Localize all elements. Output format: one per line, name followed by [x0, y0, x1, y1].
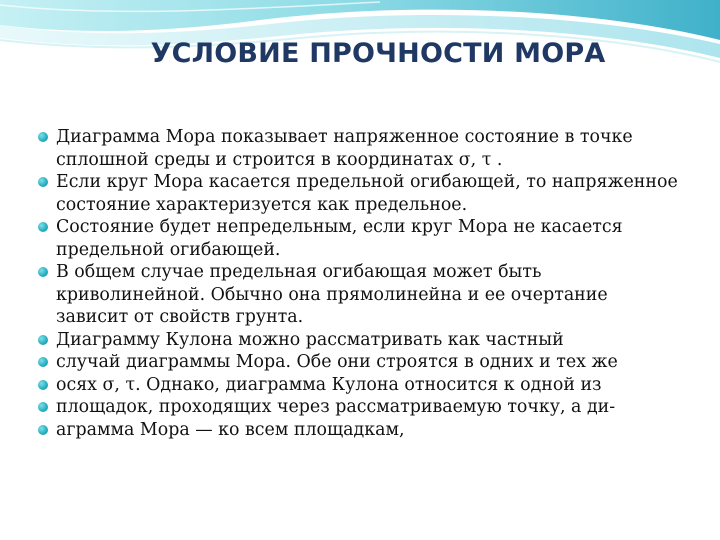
bullet-text: Если круг Мора касается предельной огибающей, то напряженное состояние характеризуется как предельное.: [56, 172, 678, 215]
list-item: [38, 126, 678, 171]
list-item: [38, 329, 678, 352]
list-item: [38, 374, 678, 397]
circle-bullet-icon: [38, 132, 48, 142]
bullet-text: аграмма Мора — ко всем площадкам,: [56, 419, 405, 440]
circle-bullet-icon: [38, 177, 48, 187]
bullet-text: Диаграмму Кулона можно рассматривать как частный: [56, 329, 564, 350]
list-item: [38, 419, 678, 442]
bullet-list: [38, 126, 678, 441]
bullet-text: Состояние будет непредельным, если круг Мора не касается предельной огибающей.: [56, 217, 623, 260]
circle-bullet-icon: [38, 402, 48, 412]
list-item: [38, 216, 678, 261]
circle-bullet-icon: [38, 222, 48, 232]
bullet-text: В общем случае предельная огибающая может быть криволинейной. Обычно она прямолинейна и ее очертание зависит от свойств грунта.: [56, 262, 608, 327]
slide-title: УСЛОВИЕ ПРОЧНОСТИ МОРА: [150, 38, 606, 69]
bullet-text: осях σ, τ. Однако, диаграмма Кулона относится к одной из: [56, 374, 602, 395]
bullet-text: площадок, проходящих через рассматриваемую точку, а ди-: [56, 397, 616, 417]
circle-bullet-icon: [38, 357, 48, 367]
list-item: [38, 171, 678, 216]
list-item: [38, 396, 678, 419]
list-item: [38, 261, 678, 329]
circle-bullet-icon: [38, 425, 48, 435]
bullet-text: Диаграмма Мора показывает напряженное состояние в точке сплошной среды и строится в координатах σ, τ .: [56, 127, 633, 170]
circle-bullet-icon: [38, 267, 48, 277]
circle-bullet-icon: [38, 380, 48, 390]
circle-bullet-icon: [38, 335, 48, 345]
list-item: [38, 351, 678, 374]
bullet-text: случай диаграммы Мора. Обе они строятся в одних и тех же: [56, 352, 618, 372]
